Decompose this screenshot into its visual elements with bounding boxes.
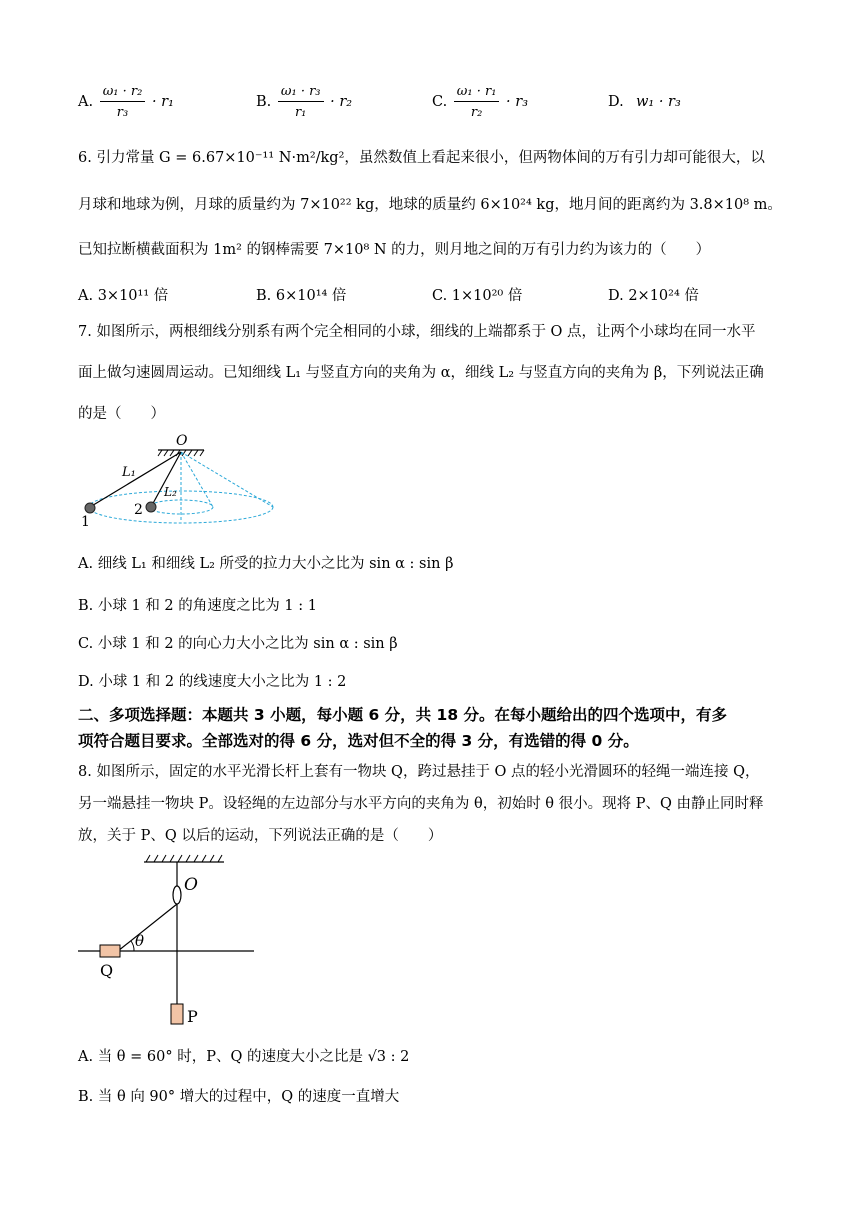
q6-stem-line2: 月球和地球为例，月球的质量约为 7×10²² kg，地球的质量约 6×10²⁴ kg，地月间的距离约为 3.8×10⁸ m。 <box>78 197 782 213</box>
q8-label-o: O <box>184 875 198 895</box>
q8-option-a: A. 当 θ = 60° 时，P、Q 的速度大小之比是 √3 : 2 <box>78 1049 410 1065</box>
q8-option-b: B. 当 θ 向 90° 增大的过程中，Q 的速度一直增大 <box>78 1089 400 1105</box>
q7-label-ball2: 2 <box>134 502 143 518</box>
q5-option-b: B. $\frac{\text{ω₁ · r₃}}{\text{r₁}}$ · r₂ <box>256 84 353 120</box>
q7-stem-line3: 的是（ ） <box>78 406 165 422</box>
q7-figure <box>78 430 288 530</box>
q7-stem-line1: 7. 如图所示，两根细线分别系有两个完全相同的小球，细线的上端都系于 O 点，让两个小球均在同一水平 <box>78 324 756 340</box>
q7-option-d: D. 小球 1 和 2 的线速度大小之比为 1 : 2 <box>78 674 347 690</box>
q5-option-d: D. <box>608 94 624 110</box>
section2-heading-line2: 项符合题目要求。全部选对的得 6 分，选对但不全的得 3 分，有选错的得 0 分。 <box>78 732 639 750</box>
q7-stem-line2: 面上做匀速圆周运动。已知细线 L₁ 与竖直方向的夹角为 α，细线 L₂ 与竖直方向的夹角为 β，下列说法正确 <box>78 365 764 381</box>
q8-stem-line3: 放，关于 P、Q 以后的运动，下列说法正确的是（ ） <box>78 828 443 844</box>
q5-option-a: A. $\frac{\text{ω₁ · r₂}}{\text{r₃}}$ · r₁ <box>78 84 174 120</box>
q6-stem-line3: 已知拉断横截面积为 1m² 的钢棒需要 7×10⁸ N 的力，则月地之间的万有引力约为该力的（ ） <box>78 242 711 258</box>
q8-label-q: Q <box>100 961 114 980</box>
q8-label-p: P <box>187 1007 198 1026</box>
q7-label-l1: L₁ <box>122 465 136 480</box>
q7-option-a: A. 细线 L₁ 和细线 L₂ 所受的拉力大小之比为 sin α : sin β <box>78 556 454 572</box>
q6-option-b: B. 6×10¹⁴ 倍 <box>256 288 347 304</box>
q5-option-d-text: w₁ · r₃ <box>636 94 681 110</box>
q7-label-l2: L₂ <box>164 485 177 499</box>
q7-option-b: B. 小球 1 和 2 的角速度之比为 1 : 1 <box>78 598 317 614</box>
q6-option-a: A. 3×10¹¹ 倍 <box>78 288 169 304</box>
q8-figure <box>78 852 268 1032</box>
q6-stem-line1: 6. 引力常量 G = 6.67×10⁻¹¹ N·m²/kg²，虽然数值上看起来很小，但两物体间的万有引力却可能很大，以 <box>78 150 765 166</box>
q6-option-c: C. 1×10²⁰ 倍 <box>432 288 523 304</box>
q8-stem-line2: 另一端悬挂一物块 P。设轻绳的左边部分与水平方向的夹角为 θ，初始时 θ 很小。现将 P、Q 由静止同时释 <box>78 796 764 812</box>
q8-stem-line1: 8. 如图所示，固定的水平光滑长杆上套有一物块 Q，跨过悬挂于 O 点的轻小光滑圆环的轻绳一端连接 Q， <box>78 764 760 780</box>
q7-label-o: O <box>176 433 188 449</box>
section2-heading-line1: 二、多项选择题：本题共 3 小题，每小题 6 分，共 18 分。在每小题给出的四个选项中，有多 <box>78 706 728 724</box>
q5-option-c: C. $\frac{\text{ω₁ · r₁}}{\text{r₂}}$ · r₃ <box>432 84 529 120</box>
q7-option-c: C. 小球 1 和 2 的向心力大小之比为 sin α : sin β <box>78 636 398 652</box>
q7-label-ball1: 1 <box>81 514 90 530</box>
q6-option-d: D. 2×10²⁴ 倍 <box>608 288 699 304</box>
q8-label-theta: θ <box>135 932 145 950</box>
